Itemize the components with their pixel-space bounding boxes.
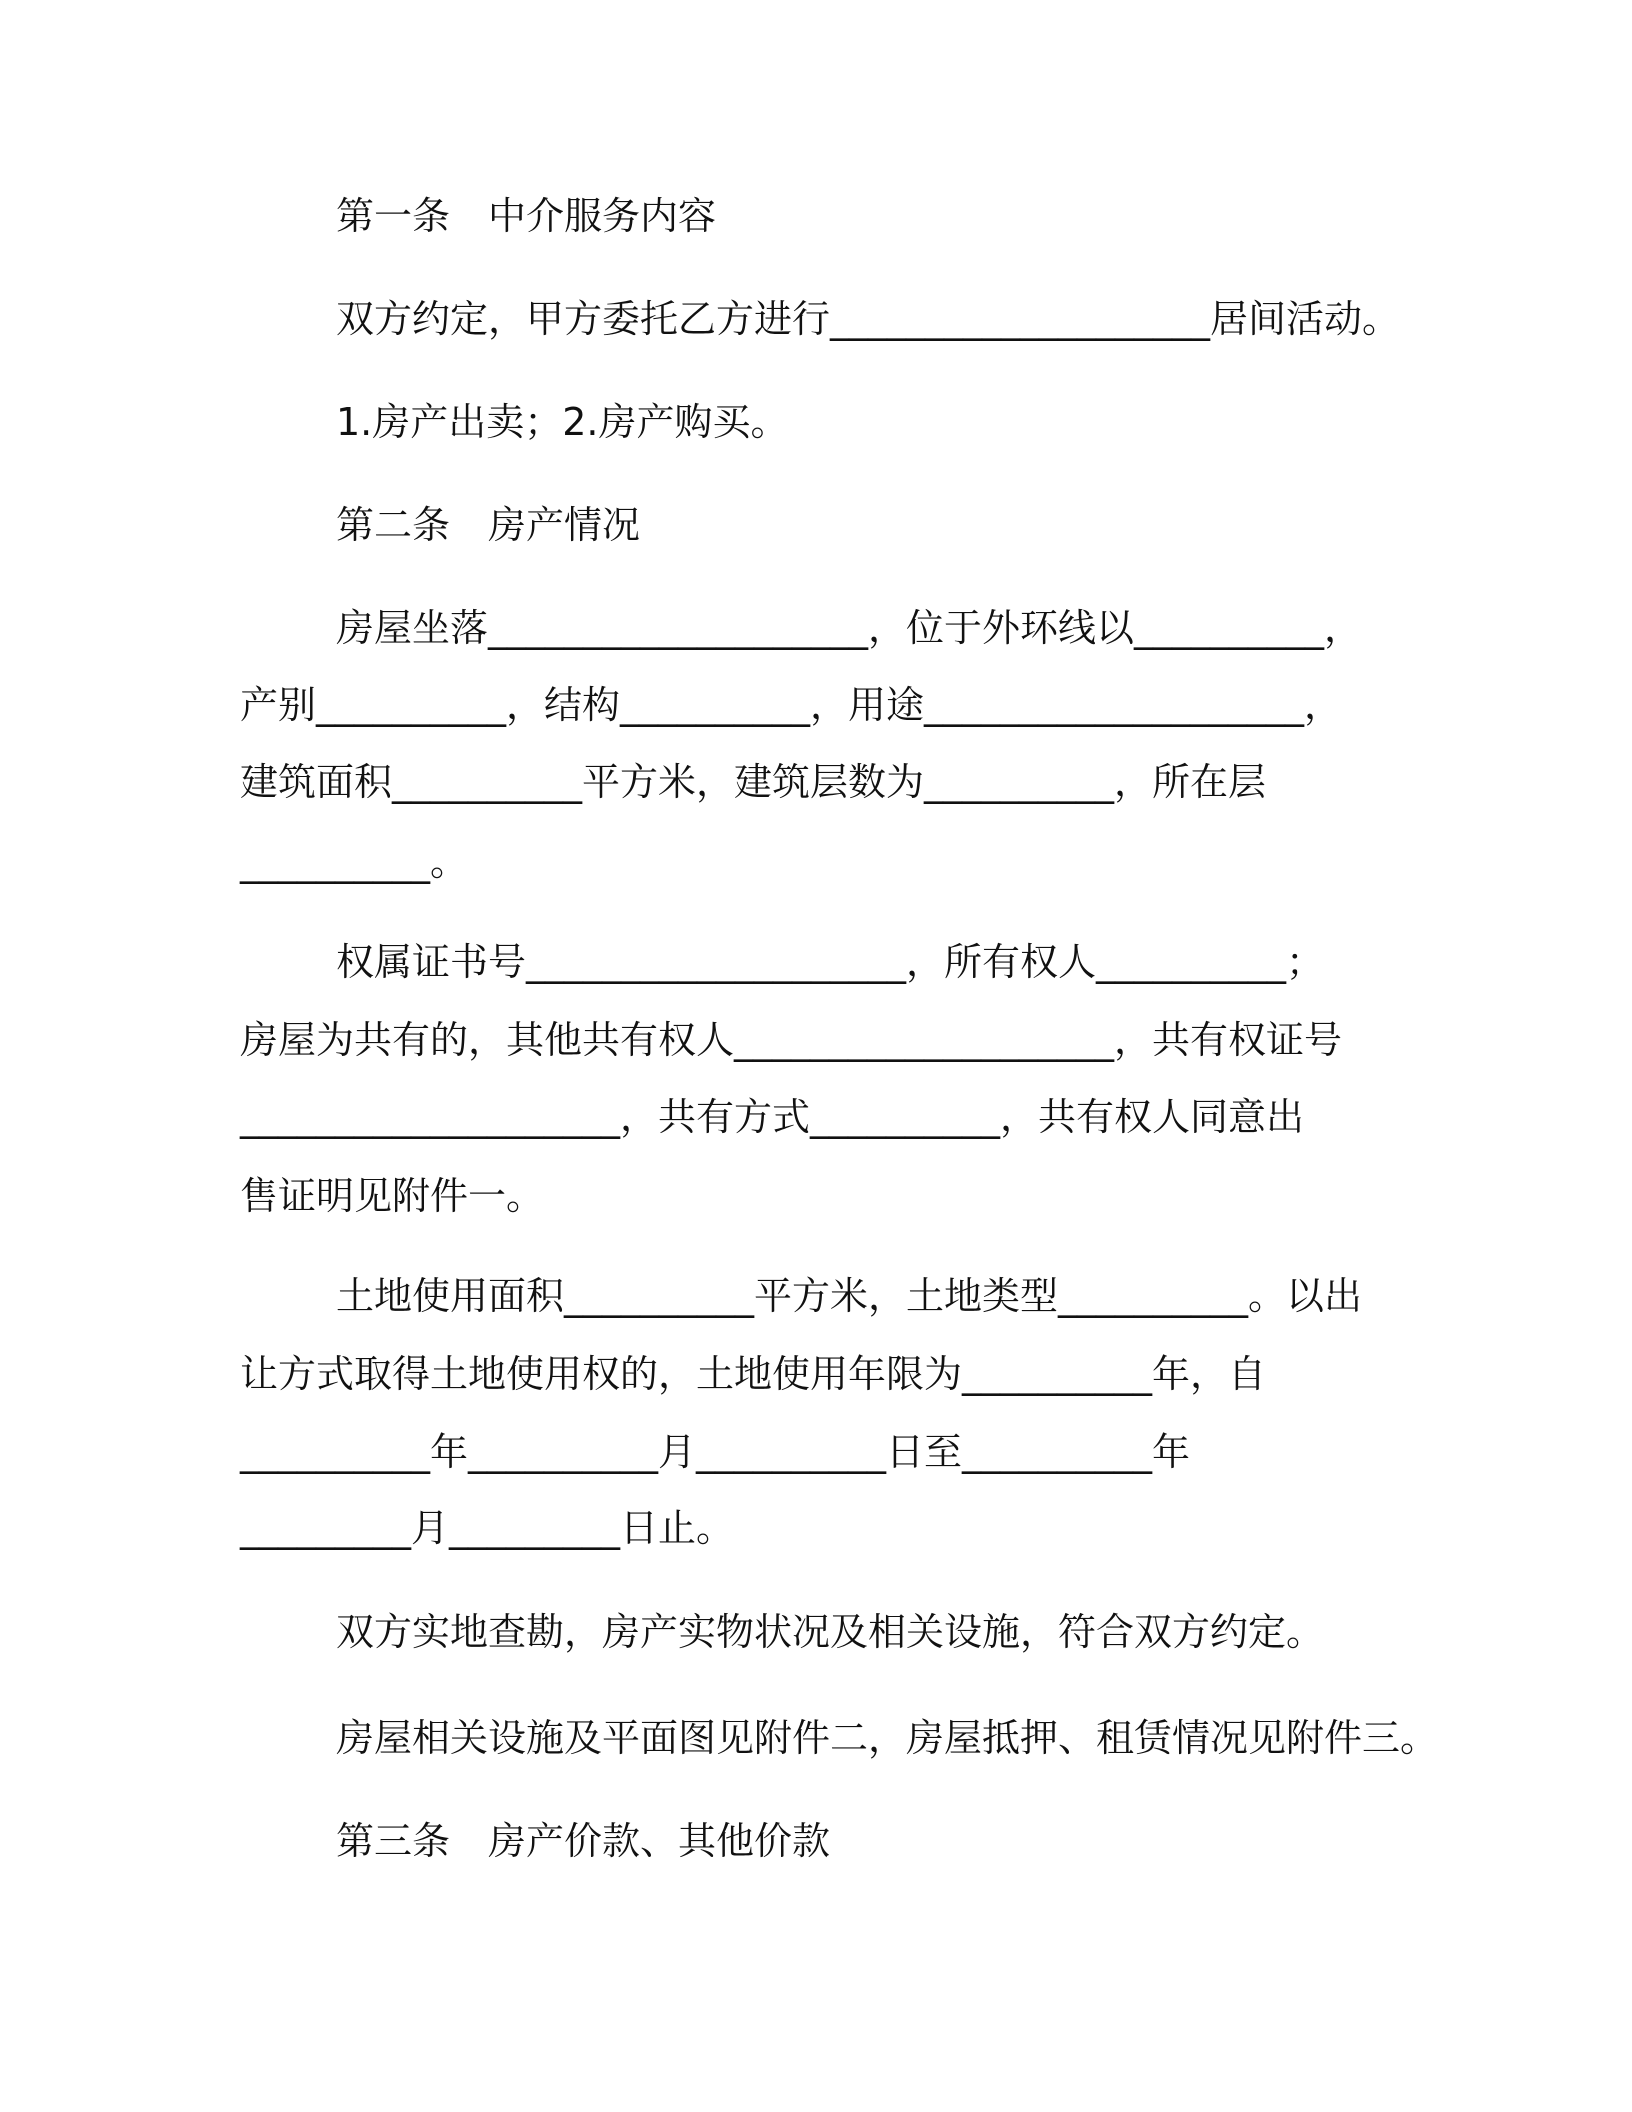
paragraph-line: 双方实地查勘，房产实物状况及相关设施，符合双方约定。	[336, 1610, 1325, 1654]
paragraph-line: _________月_________日止。	[240, 1506, 735, 1550]
paragraph-line: 售证明见附件一。	[240, 1174, 545, 1218]
paragraph-line: 双方约定，甲方委托乙方进行____________________居间活动。	[336, 297, 1401, 341]
paragraph-line: 房屋为共有的，其他共有权人____________________，共有权证号	[240, 1018, 1343, 1062]
paragraph-line: 产别__________，结构__________，用途____________________，	[240, 683, 1343, 727]
paragraph-line: ____________________，共有方式__________，共有权人同意出	[240, 1095, 1305, 1139]
paragraph-line: __________。	[240, 840, 469, 884]
paragraph-line: 让方式取得土地使用权的，土地使用年限为__________年，自	[240, 1352, 1267, 1396]
paragraph-line: 1.房产出卖；2.房产购买。	[336, 400, 789, 444]
paragraph-line: 权属证书号____________________，所有权人__________；	[336, 940, 1325, 984]
paragraph-line: 建筑面积__________平方米，建筑层数为__________，所在层	[240, 760, 1267, 804]
article-2-heading: 第二条 房产情况	[336, 503, 641, 547]
paragraph-line: 房屋相关设施及平面图见附件二，房屋抵押、租赁情况见附件三。	[336, 1716, 1439, 1760]
paragraph-line: 土地使用面积__________平方米，土地类型__________。以出	[336, 1274, 1363, 1318]
paragraph-line: __________年__________月__________日至__________年	[240, 1430, 1191, 1474]
paragraph-line: 房屋坐落____________________，位于外环线以__________，	[336, 606, 1363, 650]
article-3-heading: 第三条 房产价款、其他价款	[336, 1819, 831, 1863]
article-1-heading: 第一条 中介服务内容	[336, 194, 717, 238]
